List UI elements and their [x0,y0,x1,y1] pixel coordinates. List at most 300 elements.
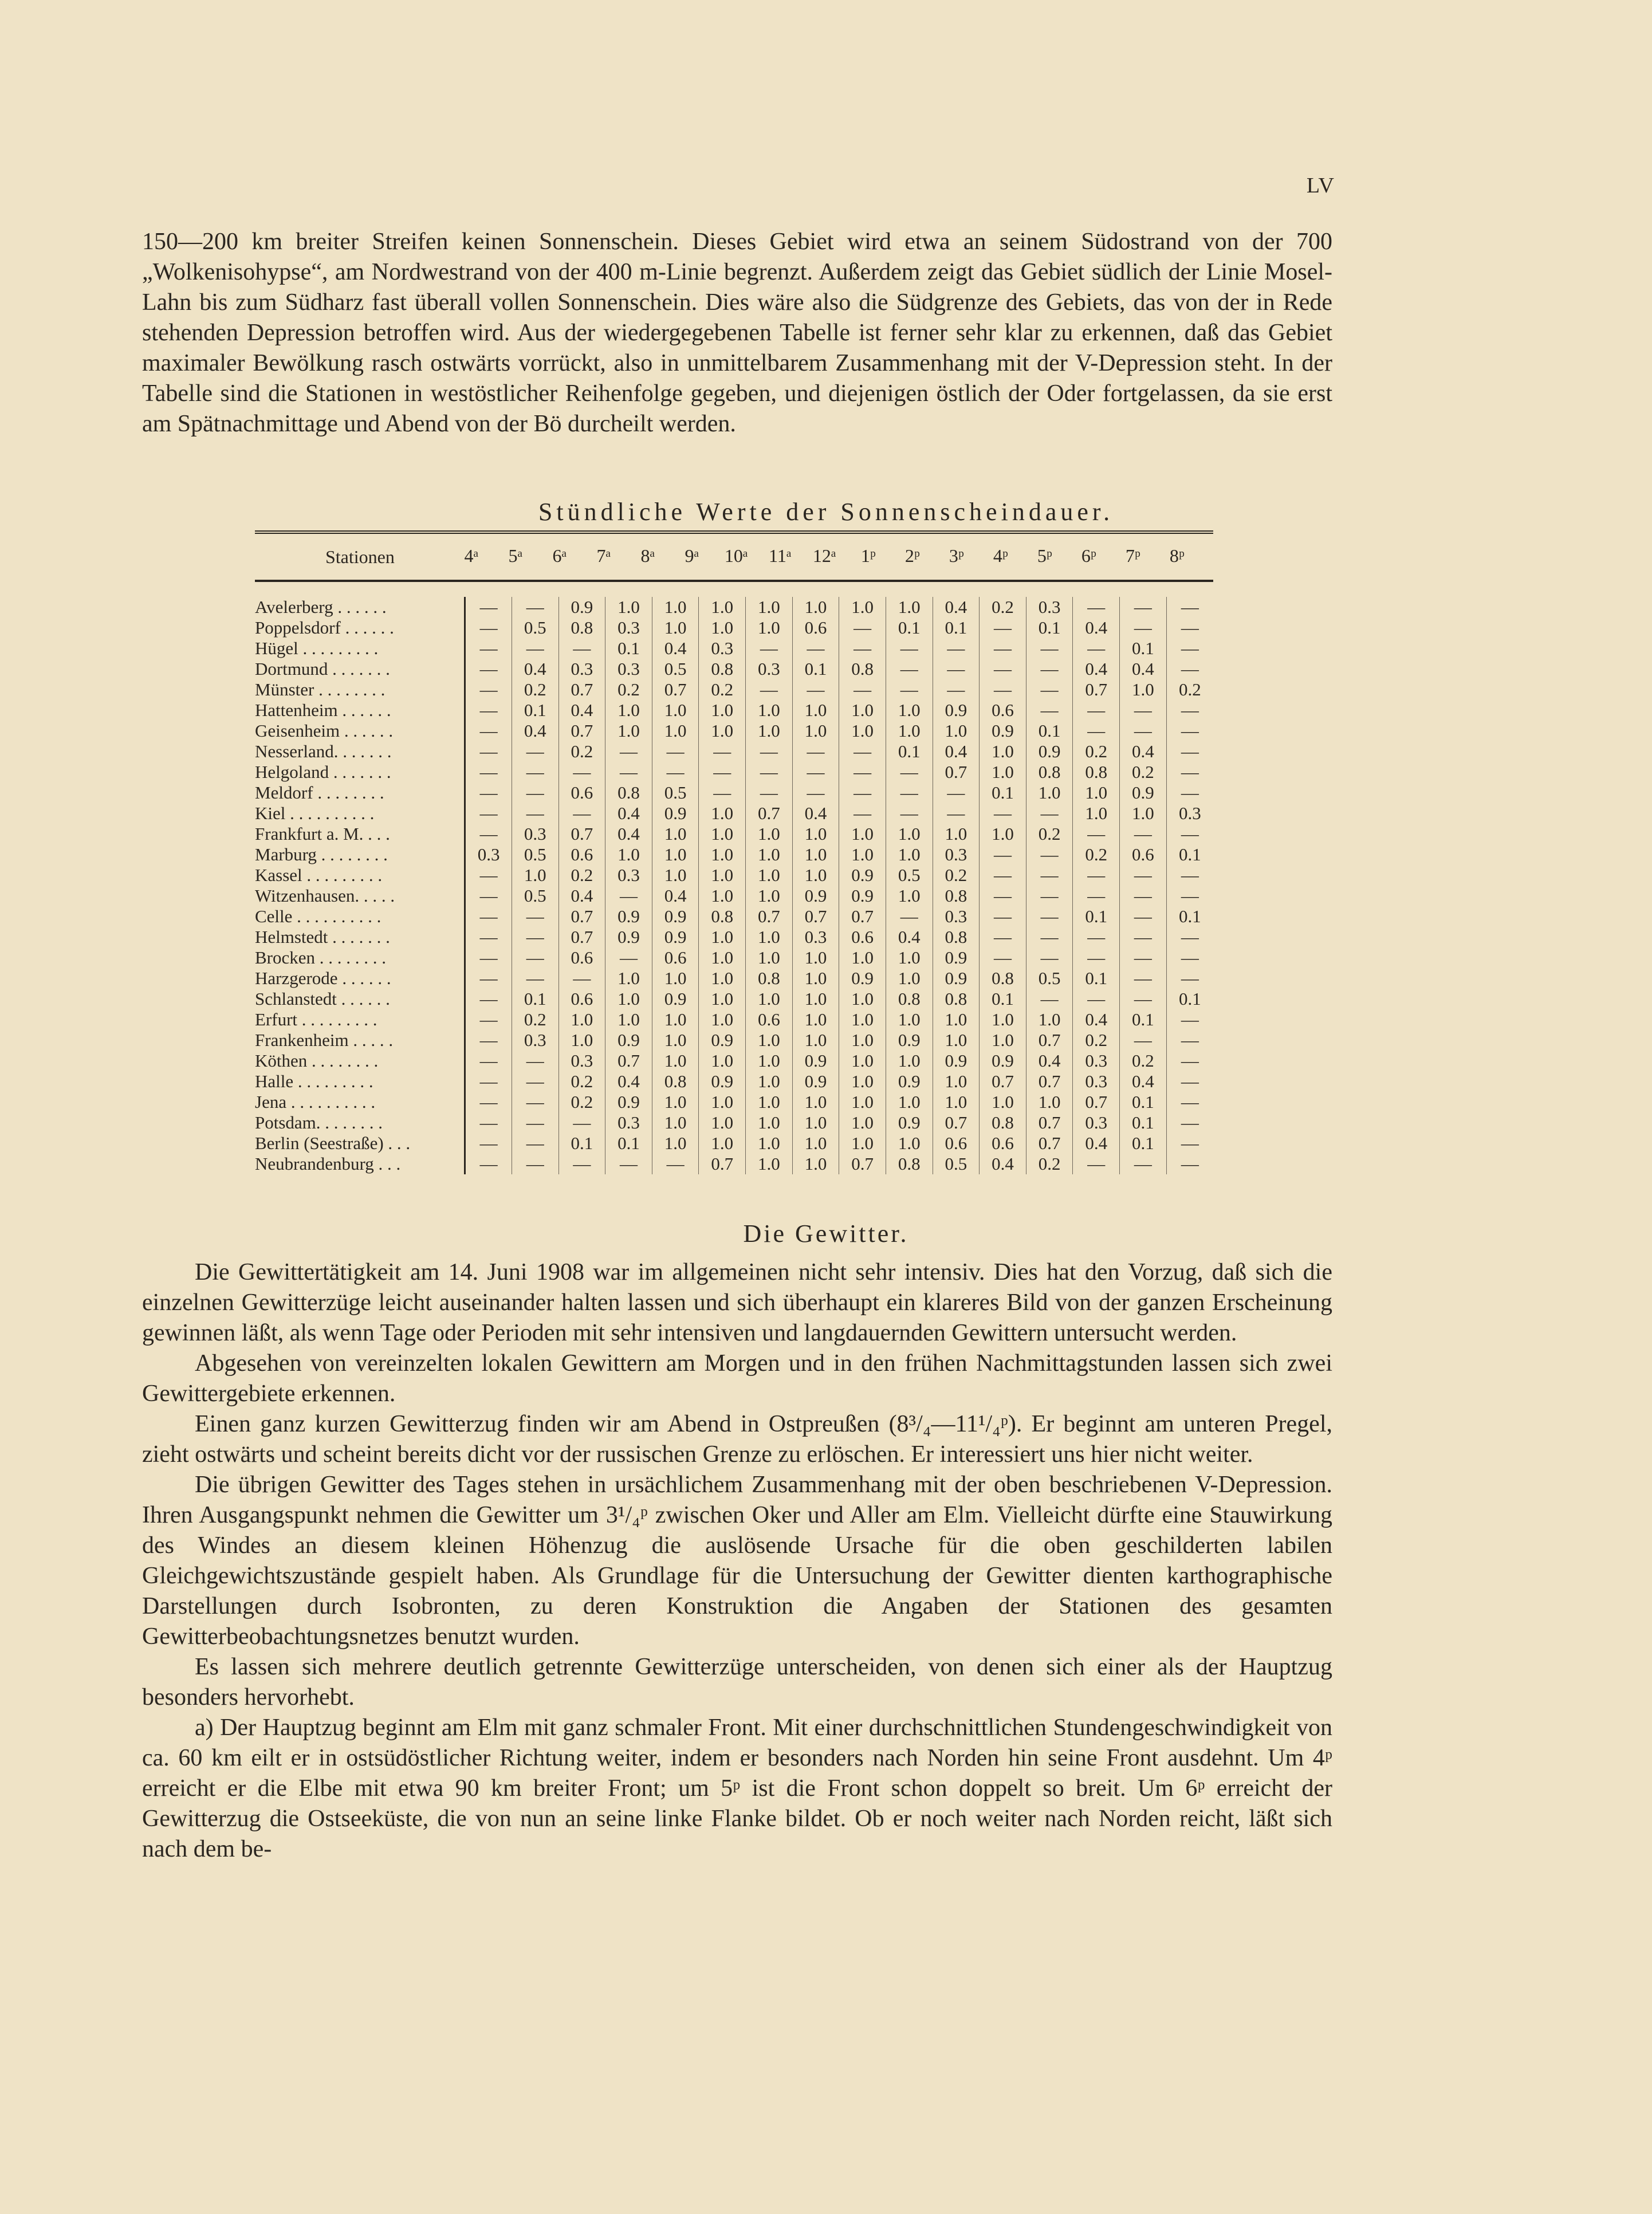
table-cell: 0.9 [980,1051,1026,1071]
table-cell: 1.0 [933,721,980,741]
table-cell: 1.0 [699,1092,746,1112]
table-cell: — [512,762,558,782]
station-name: Helgoland . . . . . . . [255,762,465,782]
table-cell: — [465,638,512,659]
table-cell: 0.9 [652,803,699,824]
table-cell: 0.1 [980,782,1026,803]
table-cell: — [512,968,558,989]
table-cell: — [1181,865,1199,885]
table-cell: 1.0 [652,1133,699,1154]
table-cell: 1.0 [652,1092,699,1112]
table-cell: 0.8 [699,659,746,679]
table-cell: 1.0 [886,700,933,721]
table-row [255,1154,1213,1174]
table-cell: 0.1 [1026,721,1073,741]
table-cell: — [1073,700,1120,721]
table-cell: 0.4 [1073,1133,1120,1154]
station-name: Köthen . . . . . . . . [255,1051,465,1071]
table-cell: 0.9 [1120,782,1167,803]
table-cell: — [465,947,512,968]
table-cell: 0.7 [1026,1112,1073,1133]
table-cell: 0.2 [558,1071,605,1092]
table-cell: 0.7 [839,1154,886,1174]
table-cell: — [465,741,512,762]
table-cell: — [792,679,839,700]
table-cell: — [886,803,933,824]
table-cell: 0.1 [1026,618,1073,638]
table-cell: 1.0 [980,1092,1026,1112]
table-cell: 0.9 [839,886,886,906]
table-cell: 1.0 [839,1092,886,1112]
table-cell: 0.3 [746,659,793,679]
table-cell: 1.0 [933,1071,980,1092]
table-cell: 0.8 [886,1154,933,1174]
table-cell: — [605,947,652,968]
table-cell: 0.1 [1120,1112,1167,1133]
table-cell: — [1120,968,1167,989]
table-cell: 1.0 [699,700,746,721]
table-cell: 0.6 [980,700,1026,721]
hour-header: 3ᵖ [949,545,964,566]
table-cell: — [512,597,558,618]
table-cell: 1.0 [980,762,1026,782]
table-cell: 0.3 [1073,1112,1120,1133]
table-cell: 0.4 [1120,1071,1167,1092]
table-cell: 1.0 [652,1030,699,1051]
table-cell: 0.2 [1026,824,1073,844]
table-cell: — [839,782,886,803]
table-cell: 1.0 [746,1051,793,1071]
table-cell: — [465,782,512,803]
table-cell: 0.2 [558,1092,605,1112]
table-cell: — [465,886,512,906]
table-cell: 0.1 [1073,906,1120,927]
table-cell: 1.0 [652,1112,699,1133]
table-cell: — [1120,865,1167,886]
table-cell: 1.0 [839,1133,886,1154]
table-cell: 1.0 [792,865,839,886]
table-cell: — [1120,824,1167,844]
table-cell: — [886,782,933,803]
table-cell: 0.7 [652,679,699,700]
table-cell: 0.8 [933,886,980,906]
table-cell: 1.0 [886,597,933,618]
table-cell: — [465,1030,512,1051]
table-cell: 1.0 [652,824,699,844]
table-cell: 0.1 [558,1133,605,1154]
table-cell: — [605,886,652,906]
table-cell: 1.0 [1073,782,1120,803]
table-cell: 0.4 [792,803,839,824]
table-cell: 0.2 [980,597,1026,618]
table-cell: 0.9 [933,700,980,721]
station-name: Frankfurt a. M. . . . [255,824,465,844]
table-cell: 0.8 [1026,762,1073,782]
table-cell: 1.0 [886,886,933,906]
table-cell: 0.3 [1073,1071,1120,1092]
table-cell: 1.0 [605,721,652,741]
table-cell: — [886,906,933,927]
table-cell: 1.0 [792,700,839,721]
hour-header: 9ᵃ [685,545,699,566]
table-cell: 0.3 [933,844,980,865]
table-cell: — [1026,638,1073,659]
table-cell: 0.5 [933,1154,980,1174]
paragraph: Einen ganz kurzen Gewitterzug finden wir am Abend in Ostpreußen (8³/₄—11¹/₄ᵖ). Er beginnt am unteren Pregel, zieht ostwärts und scheint bereits dicht vor der russischen Grenze zu erlöschen. Er interessiert uns hier nicht weiter. [142,1411,1332,1468]
table-cell: 0.4 [1026,1051,1073,1071]
table-cell: 1.0 [605,700,652,721]
table-cell: — [1181,1030,1199,1050]
table-cell: 0.1 [792,659,839,679]
table-cell: — [605,1154,652,1174]
table-cell: — [1181,762,1199,782]
table-cell: 1.0 [1026,782,1073,803]
table-row [255,1051,1213,1071]
table-cell: — [839,762,886,782]
table-cell: — [558,1154,605,1174]
table-cell: 0.7 [1026,1030,1073,1051]
station-header: Stationen [255,532,465,581]
table-cell: 1.0 [699,597,746,618]
table-cell: — [1181,1133,1199,1153]
table-cell: — [886,638,933,659]
paragraph: Es lassen sich mehrere deutlich getrennte Gewitterzüge unterscheiden, von denen sich einer als der Hauptzug besonders hervorhebt. [142,1654,1332,1710]
table-row [255,906,1213,927]
table-cell: 0.9 [652,927,699,947]
table-cell: 0.9 [933,947,980,968]
table-cell: 1.0 [699,1112,746,1133]
station-name: Frankenheim . . . . . [255,1030,465,1051]
table-cell: — [465,1133,512,1154]
table-cell: 0.7 [980,1071,1026,1092]
table-cell: 0.6 [558,989,605,1009]
table-cell: 0.1 [980,989,1026,1009]
table-row [255,1009,1213,1030]
station-name: Neubrandenburg . . . [255,1154,465,1174]
table-cell: 1.0 [746,927,793,947]
table-cell: — [1181,824,1199,844]
table-cell: — [558,638,605,659]
station-name: Münster . . . . . . . . [255,679,465,700]
table-cell: 0.5 [652,782,699,803]
table-cell: 0.2 [699,679,746,700]
hour-header: 4ᵖ [993,545,1008,566]
table-cell: — [558,762,605,782]
station-name: Geisenheim . . . . . . [255,721,465,741]
table-cell: — [1181,700,1199,720]
table-cell: 0.6 [652,947,699,968]
table-cell: 0.3 [699,638,746,659]
table-cell: 1.0 [839,721,886,741]
table-cell: 1.0 [933,1030,980,1051]
table-cell: 1.0 [746,1092,793,1112]
station-name: Berlin (Seestraße) . . . [255,1133,465,1154]
table-cell: 0.4 [1073,1009,1120,1030]
table-cell: — [1026,659,1073,679]
table-cell: — [1120,597,1167,618]
table-cell: — [1181,947,1199,968]
table-cell: — [1181,782,1199,803]
table-cell: — [512,947,558,968]
table-row [255,803,1213,824]
table-cell: 1.0 [699,947,746,968]
table-cell: 1.0 [839,989,886,1009]
table-cell: — [1120,700,1167,721]
table-cell: — [746,679,793,700]
table-cell: 1.0 [746,865,793,886]
table-cell: 0.3 [605,659,652,679]
hour-header: 11ᵃ [769,545,792,566]
table-cell: — [1181,618,1199,638]
table-cell: — [1181,721,1199,741]
station-name: Avelerberg . . . . . . [255,597,465,618]
table-cell: 0.4 [933,741,980,762]
table-cell: 0.1 [605,638,652,659]
table-cell: — [886,762,933,782]
table-cell: 1.0 [839,947,886,968]
table-cell: 0.1 [1120,1092,1167,1112]
table-cell: 0.7 [1026,1133,1073,1154]
table-cell: 0.9 [605,1030,652,1051]
table-cell: — [792,741,839,762]
table-cell: 0.4 [652,886,699,906]
table-cell: 1.0 [933,824,980,844]
table-cell: 0.7 [1073,679,1120,700]
table-cell: — [465,824,512,844]
table-cell: 0.2 [512,679,558,700]
table-cell: 0.6 [746,1009,793,1030]
table-cell: — [652,741,699,762]
station-name: Jena . . . . . . . . . . [255,1092,465,1112]
table-cell: 0.3 [512,1030,558,1051]
table-cell: 0.3 [558,659,605,679]
table-cell: — [1073,989,1120,1009]
table-cell: 0.8 [886,989,933,1009]
table-cell: — [746,762,793,782]
table-cell: 1.0 [792,947,839,968]
table-cell: — [512,741,558,762]
table-cell: — [465,803,512,824]
table-row [255,721,1213,741]
table-cell: 0.9 [652,906,699,927]
table-cell: — [1181,927,1199,947]
table-cell: 0.7 [558,679,605,700]
table-cell: 1.0 [792,989,839,1009]
table-cell: — [980,886,1026,906]
table-cell: — [1120,886,1167,906]
table-cell: 0.4 [933,597,980,618]
table-row [255,1112,1213,1133]
table-cell: 0.2 [512,1009,558,1030]
table-cell: — [1073,865,1120,886]
table-cell: — [1181,1009,1199,1029]
table-row [255,659,1213,679]
table-cell: 1.0 [886,824,933,844]
table-cell: — [1073,886,1120,906]
table-cell: 0.2 [1120,762,1167,782]
table-cell: 0.2 [1120,1051,1167,1071]
station-name: Erfurt . . . . . . . . . [255,1009,465,1030]
table-cell: 0.6 [980,1133,1026,1154]
table-cell: 1.0 [605,844,652,865]
table-cell: 1.0 [980,1030,1026,1051]
table-cell: 0.4 [1120,741,1167,762]
station-name: Kassel . . . . . . . . . [255,865,465,886]
table-cell: — [558,1112,605,1133]
table-cell: — [746,782,793,803]
table-cell: 0.9 [933,1051,980,1071]
table-row [255,824,1213,844]
station-name: Kiel . . . . . . . . . . [255,803,465,824]
table-cell: — [465,927,512,947]
table-row [255,597,1213,618]
table-cell: 0.9 [699,1030,746,1051]
table-cell: 1.0 [558,1009,605,1030]
hour-header: 10ᵃ [724,545,748,566]
table-cell: 0.3 [1073,1051,1120,1071]
table-cell: 1.0 [886,1133,933,1154]
table-cell: 1.0 [605,1009,652,1030]
table-cell: 1.0 [746,597,793,618]
table-cell: 1.0 [839,597,886,618]
paragraph: a) Der Hauptzug beginnt am Elm mit ganz schmaler Front. Mit einer durchschnittlichen Stundengeschwindigkeit von ca. 60 km eilt er in ostsüdöstlicher Richtung weiter, indem er besonders nach Norden hin seine Front ausdehnt. Um 4ᵖ erreicht er die Elbe mit etwa 90 km breiter Front; um 5ᵖ ist die Front schon doppelt so breit. Um 6ᵖ erreicht der Gewitterzug die Ostseeküste, die von nun an seine linke Flanke bildet. Ob er noch weiter nach Norden reicht, läßt sich nach dem be- [142,1714,1332,1862]
station-name: Helmstedt . . . . . . . [255,927,465,947]
table-cell: — [1120,927,1167,947]
table-cell: 1.0 [1026,1092,1073,1112]
table-cell: — [1181,1092,1199,1112]
table-cell: 0.3 [605,1112,652,1133]
table-cell: 0.9 [886,1071,933,1092]
table-cell: — [1120,618,1167,638]
table-cell: 1.0 [839,844,886,865]
table-cell: 0.7 [792,906,839,927]
table-row [255,927,1213,947]
table-cell: 0.5 [886,865,933,886]
table-cell: 1.0 [980,741,1026,762]
table-cell: 0.2 [605,679,652,700]
table-cell: 0.4 [512,659,558,679]
table-cell: 0.1 [1178,844,1201,864]
table-cell: — [1073,947,1120,968]
station-name: Schlanstedt . . . . . . [255,989,465,1009]
hour-header: 4ᵃ [464,545,479,566]
table-cell: 0.9 [558,597,605,618]
table-cell: 0.4 [605,1071,652,1092]
table-cell: 1.0 [699,803,746,824]
table-cell: 0.1 [1120,1009,1167,1030]
table-cell: 0.7 [746,803,793,824]
table-cell: — [1181,968,1199,988]
table-cell: 0.9 [792,1071,839,1092]
table-cell: 0.9 [839,865,886,886]
table-cell: — [980,906,1026,927]
table-cell: — [465,1051,512,1071]
table-cell: 0.3 [605,865,652,886]
table-cell: 0.8 [605,782,652,803]
table-cell: 1.0 [839,700,886,721]
table-cell: — [465,659,512,679]
table-cell: 1.0 [886,721,933,741]
table-cell: 0.8 [746,968,793,989]
table-cell: 1.0 [980,1009,1026,1030]
table-cell: 1.0 [652,721,699,741]
table-cell: 0.5 [512,844,558,865]
table-cell: 1.0 [652,1009,699,1030]
table-cell: — [699,762,746,782]
page-number: LV [1306,174,1335,198]
table-header-row [255,532,1213,581]
table-cell: 0.3 [558,1051,605,1071]
table-cell: 1.0 [652,968,699,989]
table-cell: — [1073,597,1120,618]
table-cell: — [512,782,558,803]
table-cell: 1.0 [746,947,793,968]
table-cell: 0.1 [1073,968,1120,989]
section-title-gewitter: Die Gewitter. [743,1220,909,1248]
table-cell: 0.7 [699,1154,746,1174]
table-cell: — [512,927,558,947]
table-cell: — [512,1051,558,1071]
table-cell: 0.4 [605,824,652,844]
table-row [255,782,1213,803]
table-cell: 0.7 [558,824,605,844]
hour-header: 2ᵖ [904,545,920,566]
table-cell: — [465,762,512,782]
table-cell: 1.0 [839,1112,886,1133]
table-cell: — [886,679,933,700]
station-name: Hattenheim . . . . . . [255,700,465,721]
table-cell: 1.0 [652,700,699,721]
table-cell: 0.7 [1026,1071,1073,1092]
table-cell: — [1120,721,1167,741]
table-cell: 1.0 [699,1133,746,1154]
station-name: Harzgerode . . . . . . [255,968,465,989]
table-cell: 1.0 [699,1051,746,1071]
table-cell: 0.9 [839,968,886,989]
table-cell: 1.0 [792,824,839,844]
table-cell: 0.7 [933,1112,980,1133]
table-cell: — [1073,638,1120,659]
table-cell: 0.5 [1026,968,1073,989]
table-cell: 1.0 [652,865,699,886]
table-cell: — [1181,1154,1199,1174]
table-cell: 1.0 [699,968,746,989]
table-row [255,638,1213,659]
hour-header: 6ᵖ [1081,545,1096,566]
table-cell: 1.0 [699,989,746,1009]
table-cell: 0.7 [746,906,793,927]
table-row [255,1071,1213,1092]
station-name: Potsdam. . . . . . . . [255,1112,465,1133]
table-cell: 1.0 [699,824,746,844]
table-cell: — [1120,1154,1167,1174]
table-cell: 0.1 [512,700,558,721]
station-name: Nesserland. . . . . . . [255,741,465,762]
table-cell: 1.0 [699,618,746,638]
table-cell: 0.6 [558,844,605,865]
table-cell: 0.7 [933,762,980,782]
table-cell: — [605,762,652,782]
table-cell: — [792,782,839,803]
table-row [255,865,1213,886]
table-cell: 0.4 [886,927,933,947]
paragraph: Abgesehen von vereinzelten lokalen Gewittern am Morgen und in den frühen Nachmittagstunden lassen sich zwei Gewittergebiete erkennen. [142,1350,1332,1407]
table-cell: 0.3 [933,906,980,927]
table-cell: 0.7 [1073,1092,1120,1112]
table-cell: — [1026,865,1073,886]
table-cell: 1.0 [746,886,793,906]
table-cell: — [558,803,605,824]
